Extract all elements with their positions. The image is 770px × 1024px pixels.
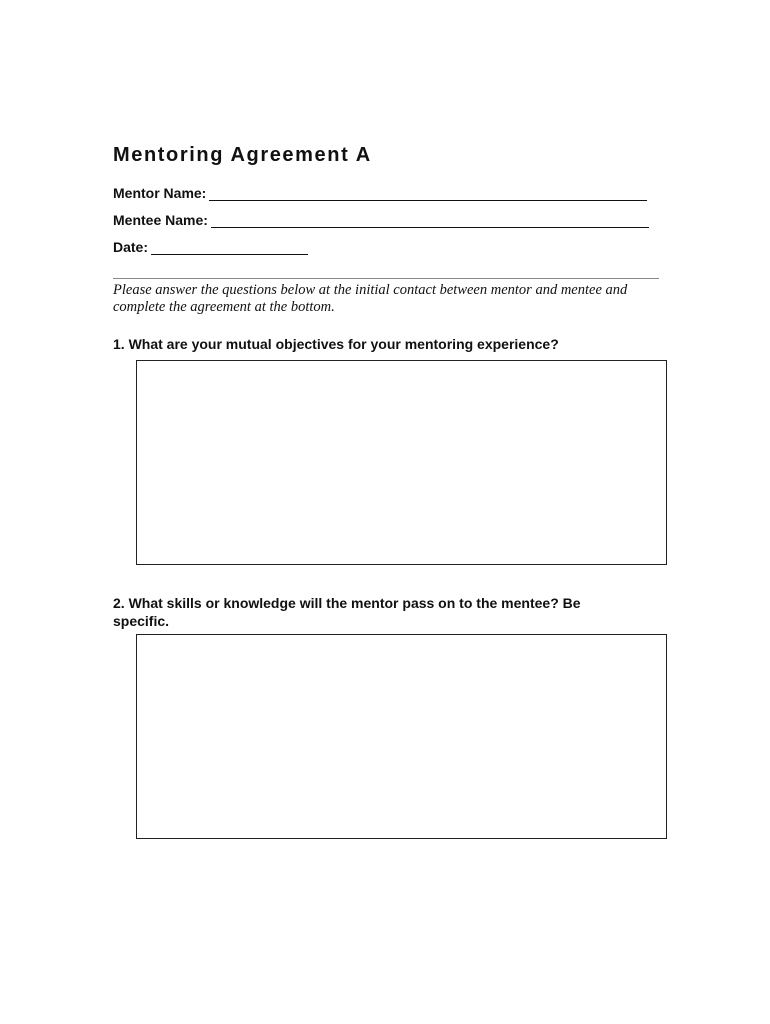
date-label: Date: (113, 239, 149, 255)
question-2 (113, 594, 653, 630)
mentee-name-label: Mentee Name: (113, 212, 208, 228)
instructions-text (113, 282, 673, 316)
date-field[interactable] (151, 238, 308, 255)
instructions-line-1: Please answer the questions below at the initial contact between mentor and mentee and (113, 282, 628, 298)
question-1 (113, 335, 653, 353)
document-title: Mentoring Agreement A (113, 144, 372, 166)
answer-box-2[interactable] (136, 634, 667, 839)
date-row (113, 235, 308, 255)
question-1-text: 1. What are your mutual objectives for your mentoring experience? (113, 336, 559, 352)
question-2-text-line-1: 2. What skills or knowledge will the mentor pass on to the mentee? Be (113, 595, 581, 611)
mentee-name-field[interactable] (211, 211, 649, 228)
mentor-name-row (113, 181, 647, 201)
answer-box-1[interactable] (136, 360, 667, 565)
question-2-text-line-2: specific. (113, 613, 170, 629)
mentee-name-row (113, 208, 649, 228)
instructions-line-2: complete the agreement at the bottom. (113, 299, 335, 315)
section-divider (113, 278, 659, 279)
mentor-name-field[interactable] (209, 184, 647, 201)
mentor-name-label: Mentor Name: (113, 185, 207, 201)
